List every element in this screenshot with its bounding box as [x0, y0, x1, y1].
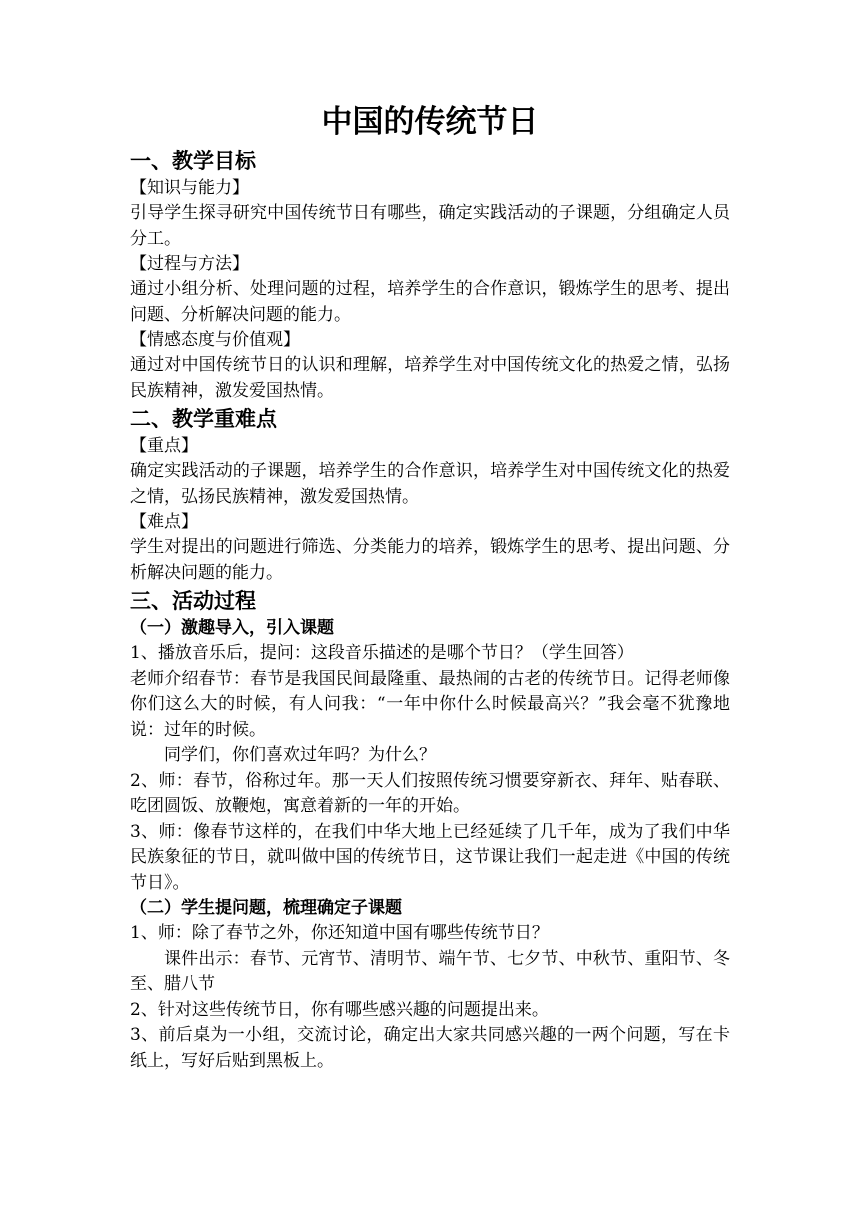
section-heading-process: 三、活动过程 — [130, 589, 256, 613]
paragraph-key: 确定实践活动的子课题，培养学生的合作意识，培养学生对中国传统文化的热爱之情，弘扬民族精神，激发爱国热情。 — [130, 461, 730, 507]
paragraph-intro-1: 1、播放音乐后，提问：这段音乐描述的是哪个节日？（学生回答） — [130, 643, 634, 663]
label-knowledge: 【知识与能力】 — [130, 178, 249, 198]
paragraph-intro-3: 同学们，你们喜欢过年吗？为什么？ — [164, 745, 436, 765]
label-emotion: 【情感态度与价值观】 — [130, 330, 300, 350]
paragraph-intro-4: 2、师：春节，俗称过年。那一天人们按照传统习惯要穿新衣、拜年、贴春联、吃团圆饭、放鞭炮，寓意着新的一年的开始。 — [130, 770, 730, 816]
paragraph-emotion: 通过对中国传统节日的认识和理解，培养学生对中国传统文化的热爱之情，弘扬民族精神，激发爱国热情。 — [130, 355, 730, 401]
label-key: 【重点】 — [130, 436, 198, 456]
paragraph-process: 通过小组分析、处理问题的过程，培养学生的合作意识，锻炼学生的思考、提出问题、分析解决问题的能力。 — [130, 279, 730, 325]
document-page — [130, 100, 730, 1074]
paragraph-difficult: 学生对提出的问题进行筛选、分类能力的培养，锻炼学生的思考、提出问题、分析解决问题的能力。 — [130, 537, 730, 583]
paragraph-questions-4: 3、前后桌为一小组，交流讨论，确定出大家共同感兴趣的一两个问题，写在卡纸上，写好后贴到黑板上。 — [130, 1025, 730, 1071]
paragraph-knowledge: 引导学生探寻研究中国传统节日有哪些，确定实践活动的子课题，分组确定人员分工。 — [130, 203, 730, 249]
subsection-heading-questions: （二）学生提问题，梳理确定子课题 — [130, 898, 402, 918]
paragraph-questions-3: 2、针对这些传统节日，你有哪些感兴趣的问题提出来。 — [130, 999, 549, 1020]
section-heading-objectives: 一、教学目标 — [130, 149, 256, 173]
paragraph-questions-2: 课件出示：春节、元宵节、清明节、端午节、七夕节、中秋节、重阳节、冬至、腊八节 — [130, 948, 730, 994]
subsection-heading-intro: （一）激趣导入，引入课题 — [130, 618, 334, 638]
document-title: 中国的传统节日 — [321, 104, 539, 140]
section-heading-key-points: 二、教学重难点 — [130, 407, 277, 431]
label-process: 【过程与方法】 — [130, 254, 249, 274]
paragraph-intro-5: 3、师：像春节这样的，在我们中华大地上已经延续了几千年，成为了我们中华民族象征的节日，就叫做中国的传统节日，这节课让我们一起走进《中国的传统节日》。 — [130, 821, 730, 893]
paragraph-intro-2: 老师介绍春节：春节是我国民间最隆重、最热闹的古老的传统节日。记得老师像你们这么大的时候，有人问我：“一年中你什么时候最高兴？”我会毫不犹豫地说：过年的时候。 — [130, 668, 730, 740]
label-difficult: 【难点】 — [130, 512, 198, 532]
paragraph-questions-1: 1、师：除了春节之外，你还知道中国有哪些传统节日？ — [130, 923, 549, 943]
